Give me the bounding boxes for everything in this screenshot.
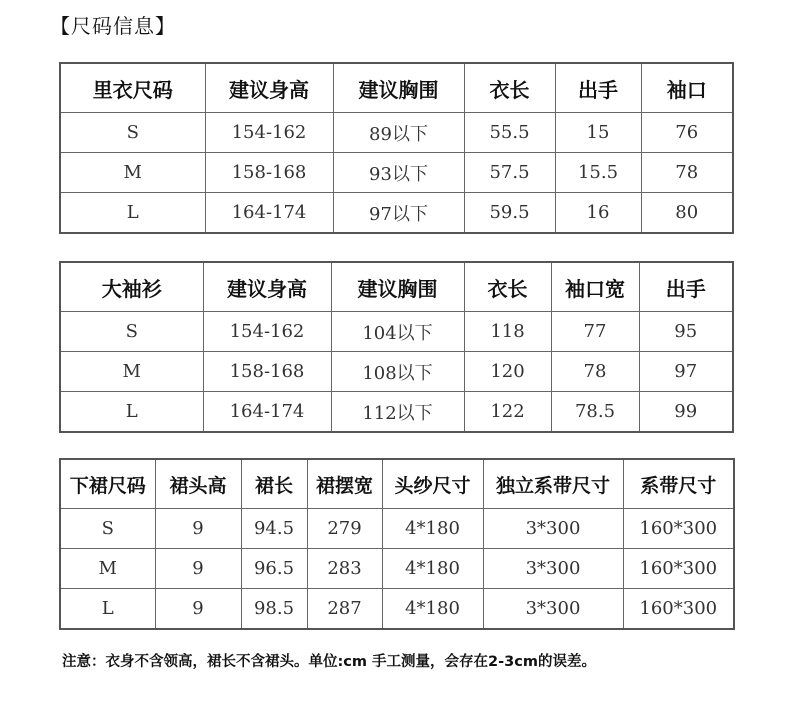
table-cell: 59.5 bbox=[464, 193, 555, 234]
table-cell: 78.5 bbox=[551, 392, 639, 433]
table-cell: 279 bbox=[307, 509, 382, 549]
table-cell: 118 bbox=[464, 312, 551, 352]
table-header-row bbox=[60, 459, 734, 509]
column-header: 出手 bbox=[639, 262, 733, 312]
table-cell: 164-174 bbox=[203, 392, 331, 433]
table-row bbox=[60, 549, 734, 589]
table-row bbox=[60, 589, 734, 630]
column-header: 系带尺寸 bbox=[623, 459, 734, 509]
table-cell: 98.5 bbox=[241, 589, 307, 630]
table-cell: L bbox=[60, 589, 155, 630]
table-cell: 78 bbox=[641, 153, 733, 193]
table-cell: 89以下 bbox=[333, 113, 464, 153]
column-header: 裙摆宽 bbox=[307, 459, 382, 509]
table-cell: 158-168 bbox=[205, 153, 333, 193]
table-cell: 9 bbox=[155, 589, 241, 630]
table-cell: 120 bbox=[464, 352, 551, 392]
table-cell: 77 bbox=[551, 312, 639, 352]
table-row bbox=[60, 312, 733, 352]
table-row bbox=[60, 352, 733, 392]
table-cell: 3*300 bbox=[483, 589, 623, 630]
table-cell: 9 bbox=[155, 549, 241, 589]
table-cell: 15 bbox=[555, 113, 641, 153]
column-header: 独立系带尺寸 bbox=[483, 459, 623, 509]
table-row bbox=[60, 113, 733, 153]
table-cell: 94.5 bbox=[241, 509, 307, 549]
table-cell: 158-168 bbox=[203, 352, 331, 392]
table-header-row bbox=[60, 63, 733, 113]
column-header: 衣长 bbox=[464, 63, 555, 113]
table-cell: 96.5 bbox=[241, 549, 307, 589]
table-cell: 104以下 bbox=[331, 312, 464, 352]
column-header: 建议胸围 bbox=[333, 63, 464, 113]
table-cell: S bbox=[60, 312, 203, 352]
table-cell: 76 bbox=[641, 113, 733, 153]
table-cell: L bbox=[60, 193, 205, 234]
size-info-heading: 【尺码信息】 bbox=[50, 14, 176, 38]
measurement-note: 注意：衣身不含领高，裙长不含裙头。单位:cm 手工测量，会存在2-3cm的误差。 bbox=[62, 654, 596, 670]
column-header: 建议身高 bbox=[203, 262, 331, 312]
table-cell: 287 bbox=[307, 589, 382, 630]
table-row bbox=[60, 193, 733, 234]
column-header: 建议胸围 bbox=[331, 262, 464, 312]
table-cell: 160*300 bbox=[623, 509, 734, 549]
table-cell: 160*300 bbox=[623, 589, 734, 630]
table-cell: 108以下 bbox=[331, 352, 464, 392]
table-cell: M bbox=[60, 153, 205, 193]
table-cell: 112以下 bbox=[331, 392, 464, 433]
table-cell: 4*180 bbox=[382, 549, 483, 589]
table-cell: 55.5 bbox=[464, 113, 555, 153]
column-header: 裙长 bbox=[241, 459, 307, 509]
column-header: 袖口宽 bbox=[551, 262, 639, 312]
column-header: 里衣尺码 bbox=[60, 63, 205, 113]
table-cell: 283 bbox=[307, 549, 382, 589]
table-cell: 15.5 bbox=[555, 153, 641, 193]
column-header: 下裙尺码 bbox=[60, 459, 155, 509]
table-cell: 93以下 bbox=[333, 153, 464, 193]
table-cell: 4*180 bbox=[382, 589, 483, 630]
table-cell: 97 bbox=[639, 352, 733, 392]
table-cell: 164-174 bbox=[205, 193, 333, 234]
table-cell: 3*300 bbox=[483, 509, 623, 549]
table-row bbox=[60, 153, 733, 193]
table-row bbox=[60, 509, 734, 549]
column-header: 袖口 bbox=[641, 63, 733, 113]
table-cell: 154-162 bbox=[203, 312, 331, 352]
table-cell: 78 bbox=[551, 352, 639, 392]
table-cell: 160*300 bbox=[623, 549, 734, 589]
table-cell: 97以下 bbox=[333, 193, 464, 234]
column-header: 头纱尺寸 bbox=[382, 459, 483, 509]
table-cell: M bbox=[60, 549, 155, 589]
inner-garment-size-table bbox=[59, 62, 734, 234]
table-cell: 122 bbox=[464, 392, 551, 433]
table-cell: S bbox=[60, 509, 155, 549]
table-cell: 99 bbox=[639, 392, 733, 433]
table-cell: L bbox=[60, 392, 203, 433]
column-header: 裙头高 bbox=[155, 459, 241, 509]
column-header: 大袖衫 bbox=[60, 262, 203, 312]
table-cell: 4*180 bbox=[382, 509, 483, 549]
table-cell: 16 bbox=[555, 193, 641, 234]
column-header: 建议身高 bbox=[205, 63, 333, 113]
robe-size-table bbox=[59, 261, 734, 433]
table-cell: M bbox=[60, 352, 203, 392]
skirt-size-table bbox=[59, 458, 735, 630]
table-row bbox=[60, 392, 733, 433]
table-cell: 3*300 bbox=[483, 549, 623, 589]
column-header: 出手 bbox=[555, 63, 641, 113]
column-header: 衣长 bbox=[464, 262, 551, 312]
table-cell: 154-162 bbox=[205, 113, 333, 153]
table-cell: 57.5 bbox=[464, 153, 555, 193]
table-header-row bbox=[60, 262, 733, 312]
table-cell: 9 bbox=[155, 509, 241, 549]
table-cell: 80 bbox=[641, 193, 733, 234]
table-cell: S bbox=[60, 113, 205, 153]
table-cell: 95 bbox=[639, 312, 733, 352]
